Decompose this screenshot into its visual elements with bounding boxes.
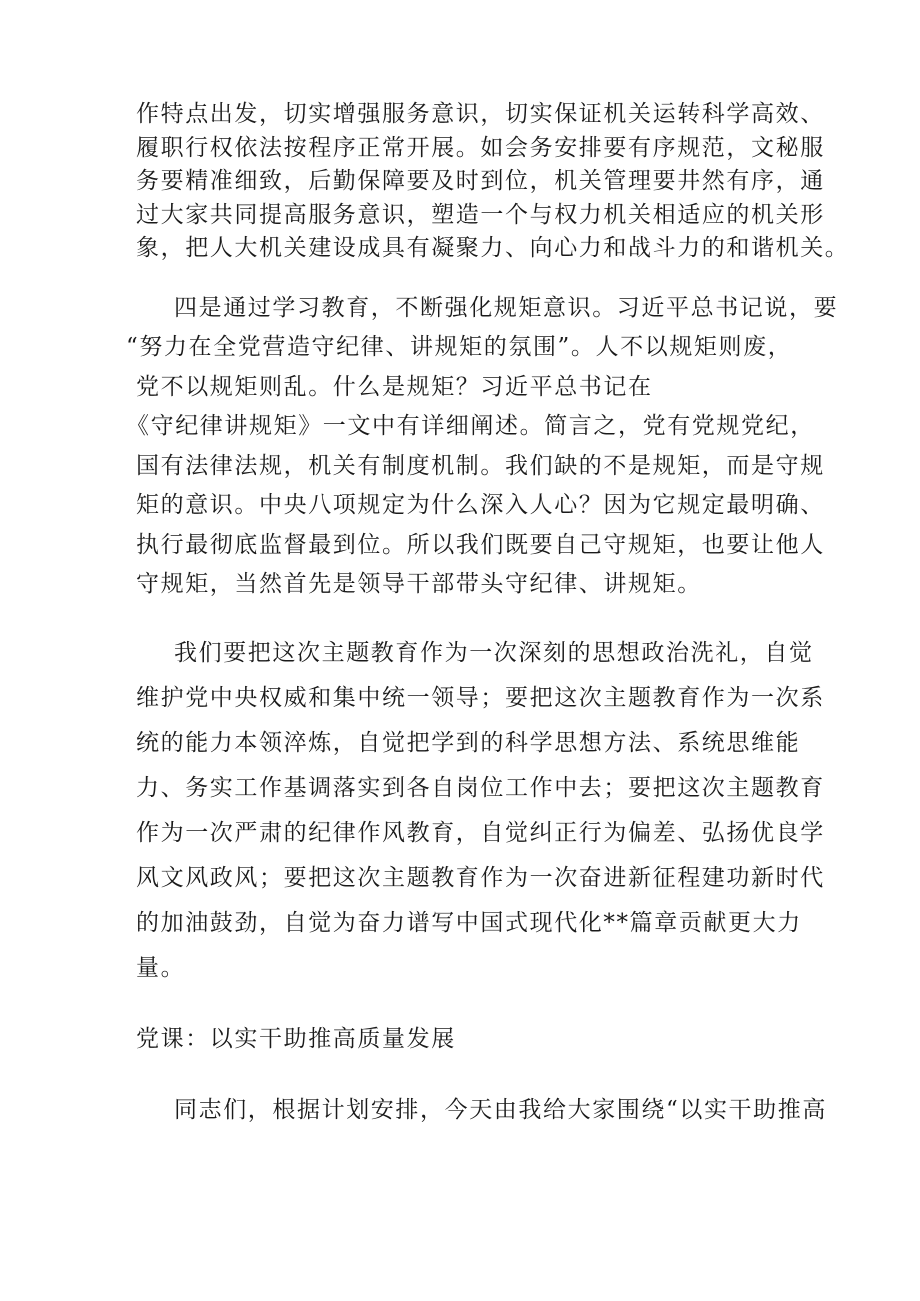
text-line: 象，把人大机关建设成具有凝聚力、向心力和战斗力的和谐机关。: [136, 235, 850, 261]
text-line: 力、务实工作基调落实到各自岗位工作中去；要把这次主题教育: [136, 775, 825, 801]
text-line: 量。: [136, 955, 186, 981]
text-line: 作特点出发，切实增强服务意识，切实保证机关运转科学高效、: [136, 101, 825, 127]
text-line: 作为一次严肃的纪律作风教育，自觉纠正行为偏差、弘扬优良学: [136, 820, 825, 846]
text-line: “努力在全党营造守纪律、讲规矩的氛围”。人不以规矩则废，: [126, 334, 793, 360]
text-line: 执行最彻底监督最到位。所以我们既要自己守规矩，也要让他人: [136, 532, 825, 558]
text-line: 我们要把这次主题教育作为一次深刻的思想政治洗礼，自觉: [174, 640, 814, 666]
section-heading: 党课：以实干助推高质量发展: [136, 1026, 456, 1052]
text-line: 统的能力本领淬炼，自觉把学到的科学思想方法、系统思维能: [136, 730, 801, 756]
text-line: 的加油鼓劲，自觉为奋力谱写中国式现代化**篇章贡献更大力: [136, 910, 802, 936]
text-line: 过大家共同提高服务意识，塑造一个与权力机关相适应的机关形: [136, 202, 825, 228]
text-line: 四是通过学习教育，不断强化规矩意识。习近平总书记说，要: [174, 295, 839, 321]
text-line: 同志们，根据计划安排，今天由我给大家围绕“以实干助推高: [174, 1097, 827, 1123]
text-line: 矩的意识。中央八项规定为什么深入人心？因为它规定最明确、: [136, 492, 825, 518]
text-line: 守规矩，当然首先是领导干部带头守纪律、讲规矩。: [136, 571, 702, 597]
text-line: 国有法律法规，机关有制度机制。我们缺的不是规矩，而是守规: [136, 453, 825, 479]
text-line: 履职行权依法按程序正常开展。如会务安排要有序规范，文秘服: [136, 135, 825, 161]
text-line: 《守纪律讲规矩》一文中有详细阐述。简言之，党有党规党纪，: [126, 413, 815, 439]
text-line: 风文风政风；要把这次主题教育作为一次奋进新征程建功新时代: [136, 865, 825, 891]
text-line: 党不以规矩则乱。什么是规矩？习近平总书记在: [136, 374, 653, 400]
text-line: 维护党中央权威和集中统一领导；要把这次主题教育作为一次系: [136, 685, 825, 711]
text-line: 务要精准细致，后勤保障要及时到位，机关管理要井然有序，通: [136, 168, 825, 194]
